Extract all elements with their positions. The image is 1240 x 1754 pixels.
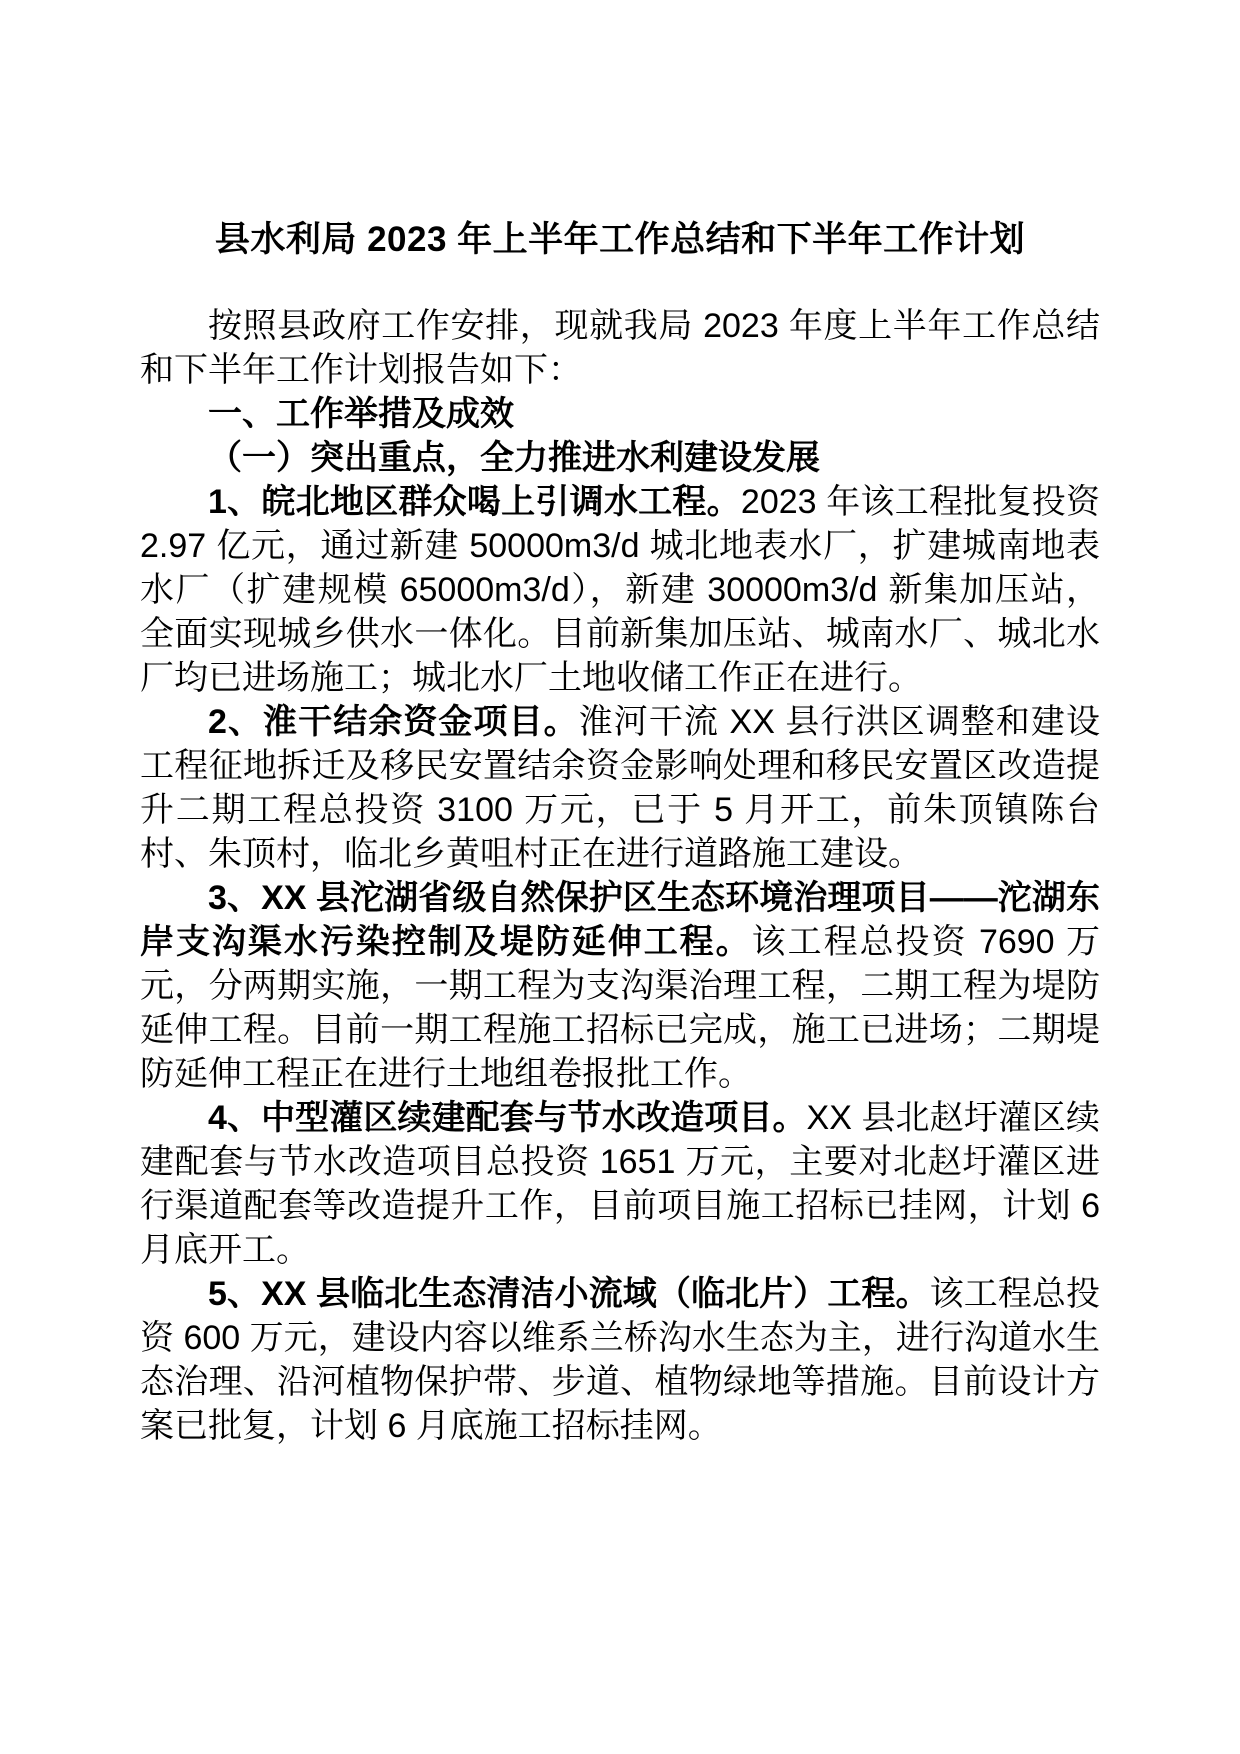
item-3-body: 该工程总投资 7690 万元，分两期实施，一期工程为支沟渠治理工程，二期工程为堤防延伸工程。目前一期工程施工招标已完成，施工已进场；二期堤防延伸工程正在进行土地组卷报批工作。 xyxy=(140,923,1100,1093)
item-1-lead: 1、皖北地区群众喝上引调水工程。 xyxy=(208,483,741,521)
item-2-lead: 2、淮干结余资金项目。 xyxy=(208,703,579,741)
item-5-lead: 5、XX 县临北生态清洁小流域（临北片）工程。 xyxy=(208,1275,930,1313)
subsection-heading: （一）突出重点，全力推进水利建设发展 xyxy=(208,439,820,477)
item-5-body: 该工程总投资 600 万元，建设内容以维系兰桥沟水生态为主，进行沟道水生态治理、沿河植物保护带、步道、植物绿地等措施。目前设计方案已批复，计划 6 月底施工招标挂网。 xyxy=(140,1275,1101,1445)
item-2-body: 淮河干流 XX 县行洪区调整和建设工程征地拆迁及移民安置结余资金影响处理和移民安置区改造提升二期工程总投资 3100 万元，已于 5 月开工，前朱顶镇陈台村、朱顶村，临北乡黄咀村正在进行道路施工建设。 xyxy=(140,703,1100,873)
list-item-2 xyxy=(140,700,1100,876)
list-item-3 xyxy=(140,876,1100,1096)
item-4-lead: 4、中型灌区续建配套与节水改造项目。 xyxy=(208,1099,807,1137)
list-item-1 xyxy=(140,480,1100,700)
item-4-body: XX 县北赵圩灌区续建配套与节水改造项目总投资 1651 万元，主要对北赵圩灌区进行渠道配套等改造提升工作，目前项目施工招标已挂网，计划 6 月底开工。 xyxy=(140,1099,1100,1269)
item-1-body: 2023 年该工程批复投资 2.97 亿元，通过新建 50000m3/d 城北地表水厂，扩建城南地表水厂（扩建规模 65000m3/d），新建 30000m3/d 新集加压站，全面实现城乡供水一体化。目前新集加压站、城南水厂、城北水厂均已进场施工；城北水厂土地收储工作正在进行。 xyxy=(140,483,1100,697)
item-3-lead: 3、XX 县沱湖省级自然保护区生态环境治理项目——沱湖东岸支沟渠水污染控制及堤防延伸工程。 xyxy=(140,879,1100,961)
list-item-5 xyxy=(140,1272,1100,1448)
intro-paragraph: 按照县政府工作安排，现就我局 2023 年度上半年工作总结和下半年工作计划报告如下： xyxy=(140,307,1100,389)
list-item-4 xyxy=(140,1096,1100,1272)
document-title: 县水利局 2023 年上半年工作总结和下半年工作计划 xyxy=(214,220,1026,259)
section-heading: 一、工作举措及成效 xyxy=(208,395,514,433)
